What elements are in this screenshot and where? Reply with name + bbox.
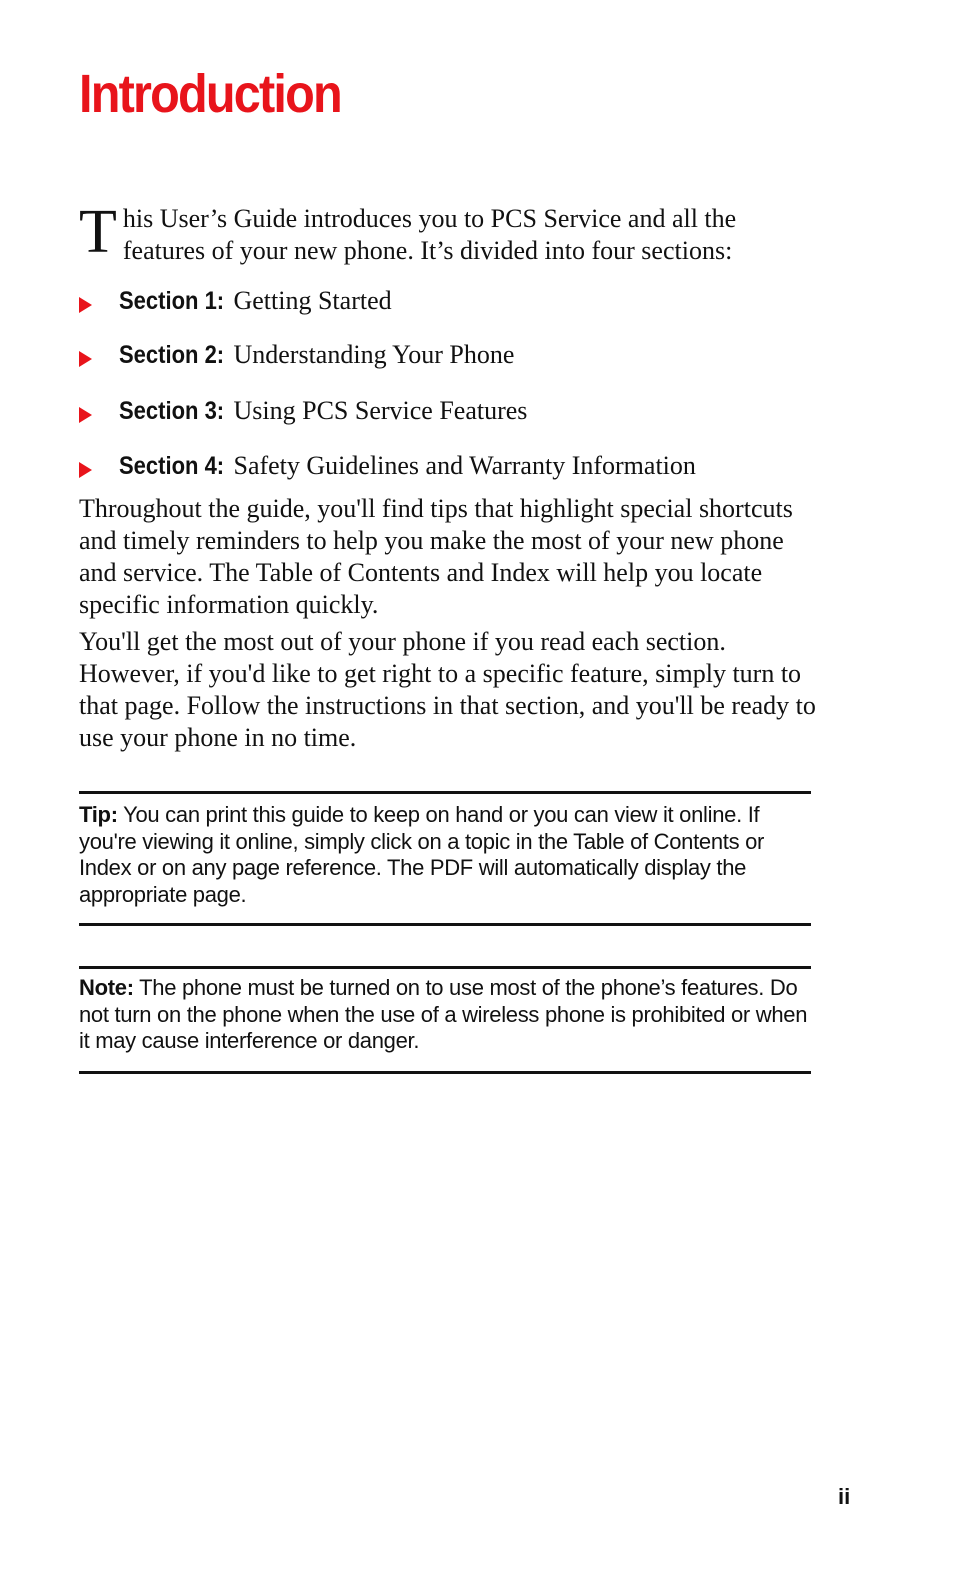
red-triangle-bullet-icon xyxy=(79,351,92,367)
tip-label: Tip: xyxy=(79,802,118,827)
red-triangle-bullet-icon xyxy=(79,407,92,423)
section-list-item xyxy=(79,391,527,431)
section-label: Section 3: xyxy=(119,396,225,425)
note-label: Note: xyxy=(79,975,134,1000)
section-label: Section 2: xyxy=(119,340,225,369)
section-list-item xyxy=(79,446,696,486)
section-label: Section 4: xyxy=(119,451,225,480)
red-triangle-bullet-icon xyxy=(79,462,92,478)
page-title: Introduction xyxy=(79,64,341,124)
section-list-item xyxy=(79,281,392,321)
section-title: Safety Guidelines and Warranty Information xyxy=(233,451,696,480)
section-title: Using PCS Service Features xyxy=(233,396,528,425)
tip-text-block xyxy=(79,802,811,908)
section-title: Getting Started xyxy=(233,286,392,315)
red-triangle-bullet-icon xyxy=(79,297,92,313)
note-text-block xyxy=(79,975,811,1055)
section-title: Understanding Your Phone xyxy=(233,340,515,369)
body-paragraph-guide-tips: Throughout the guide, you'll find tips that highlight special shortcuts and timely reminders to help you make the most of your new phone and service. The Table of Contents and Index will help you locate specific information quickly. xyxy=(79,494,793,619)
note-text: The phone must be turned on to use most of the phone’s features. Do not turn on the phone when the use of a wireless phone is prohibited or when it may cause interference or danger. xyxy=(79,975,808,1053)
section-list-item xyxy=(79,335,514,375)
intro-text: his User’s Guide introduces you to PCS Service and all the features of your new phone. It’s divided into four sections: xyxy=(122,204,737,265)
note-callout xyxy=(79,966,811,1074)
section-label: Section 1: xyxy=(119,286,225,315)
intro-paragraph xyxy=(79,198,809,267)
tip-callout xyxy=(79,791,811,926)
page-number: ii xyxy=(838,1484,851,1509)
drop-cap: T xyxy=(79,198,117,266)
body-paragraph-reading: You'll get the most out of your phone if you read each section. However, if you'd like to get right to a specific feature, simply turn to that page. Follow the instructions in that section, and you'll be ready to use your phone in no time. xyxy=(79,627,816,752)
tip-text: You can print this guide to keep on hand or you can view it online. If you're viewing it online, simply click on a topic in the Table of Contents or Index or on any page reference. The PDF will automatically display the appropriate page. xyxy=(79,802,765,907)
